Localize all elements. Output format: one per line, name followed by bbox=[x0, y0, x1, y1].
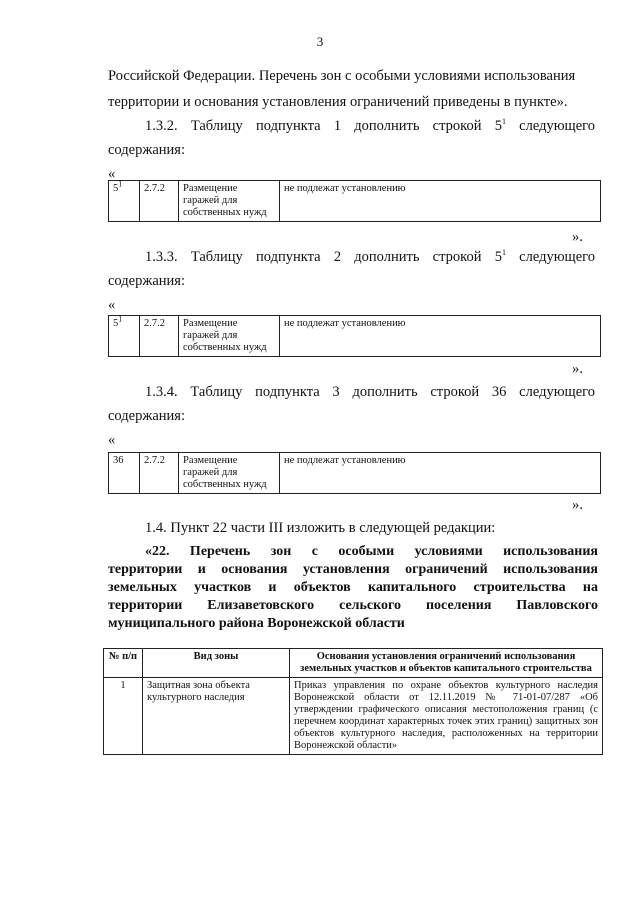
item-22-title-line: земельных участков и объектов капитального строительства на bbox=[108, 580, 598, 595]
table-5-1-row-b bbox=[108, 315, 601, 357]
table-row bbox=[109, 181, 601, 222]
paragraph-line: Российской Федерации. Перечень зон с особыми условиями использования bbox=[108, 68, 576, 84]
table-cell-code: 2.7.2 bbox=[140, 316, 179, 357]
open-quote: « bbox=[108, 297, 116, 313]
section-1-3-2-heading: 1.3.2. Таблицу подпункта 1 дополнить строкой $5^1$ следующего bbox=[145, 117, 595, 134]
table-cell-code: 2.7.2 bbox=[140, 453, 179, 494]
table-cell-num: $5^1$ bbox=[109, 181, 140, 222]
table-cell-name: Размещение гаражей для собственных нужд bbox=[179, 181, 280, 222]
table-row bbox=[109, 453, 601, 494]
table-header-row bbox=[104, 649, 603, 678]
table-cell-value: не подлежат установлению bbox=[280, 181, 601, 222]
table-cell-value: не подлежат установлению bbox=[280, 453, 601, 494]
table-5-1-row-a bbox=[108, 180, 601, 222]
section-1-3-4-heading: 1.3.4. Таблицу подпункта 3 дополнить строкой 36 следующего bbox=[145, 384, 595, 400]
zones-table bbox=[103, 648, 603, 755]
section-1-4-heading: 1.4. Пункт 22 части III изложить в следующей редакции: bbox=[145, 520, 496, 536]
table-cell-name: Размещение гаражей для собственных нужд bbox=[179, 453, 280, 494]
table-cell-code: 2.7.2 bbox=[140, 181, 179, 222]
table-row-36 bbox=[108, 452, 601, 494]
table-cell-name: Размещение гаражей для собственных нужд bbox=[179, 316, 280, 357]
table-cell-number: 1 bbox=[104, 678, 143, 755]
section-1-3-3-heading: 1.3.3. Таблицу подпункта 2 дополнить строкой $5^1$ следующего bbox=[145, 248, 595, 265]
close-quote: ». bbox=[572, 497, 583, 513]
table-cell-num: $5^1$ bbox=[109, 316, 140, 357]
column-header-basis: Основания установления ограничений использования земельных участков и объектов капитального строительства bbox=[290, 649, 603, 678]
open-quote: « bbox=[108, 166, 116, 182]
page-number: 3 bbox=[316, 34, 324, 49]
section-1-3-3-continuation: содержания: bbox=[108, 273, 186, 289]
close-quote: ». bbox=[572, 361, 583, 377]
section-1-3-4-continuation: содержания: bbox=[108, 408, 186, 424]
item-22-title-line: муниципального района Воронежской области bbox=[108, 616, 405, 631]
item-22-title-line: территории и основания установления ограничений использования bbox=[108, 562, 598, 577]
table-row bbox=[109, 316, 601, 357]
column-header-number: № п/п bbox=[104, 649, 143, 678]
table-cell-value: не подлежат установлению bbox=[280, 316, 601, 357]
column-header-zone-type: Вид зоны bbox=[143, 649, 290, 678]
table-cell-num: 36 bbox=[109, 453, 140, 494]
table-cell-basis: Приказ управления по охране объектов культурного наследия Воронежской области от 12.11.2019 № 71-01-07/287 «Об утверждении графического описания местоположения границ (с перечнем координат характерных точек этих границ) защитных зон объектов культурного наследия, расположенных на территории Воронежской области» bbox=[290, 678, 603, 755]
section-1-3-2-continuation: содержания: bbox=[108, 142, 186, 158]
item-22-title-line: «22. Перечень зон с особыми условиями использования bbox=[145, 544, 598, 559]
paragraph-line: территории и основания установления ограничений приведены в пункте». bbox=[108, 94, 568, 110]
open-quote: « bbox=[108, 432, 116, 448]
table-row bbox=[104, 678, 603, 755]
item-22-title-line: территории Елизаветовского сельского поселения Павловского bbox=[108, 598, 598, 613]
close-quote: ». bbox=[572, 229, 583, 245]
table-cell-zone-type: Защитная зона объекта культурного наследия bbox=[143, 678, 290, 755]
